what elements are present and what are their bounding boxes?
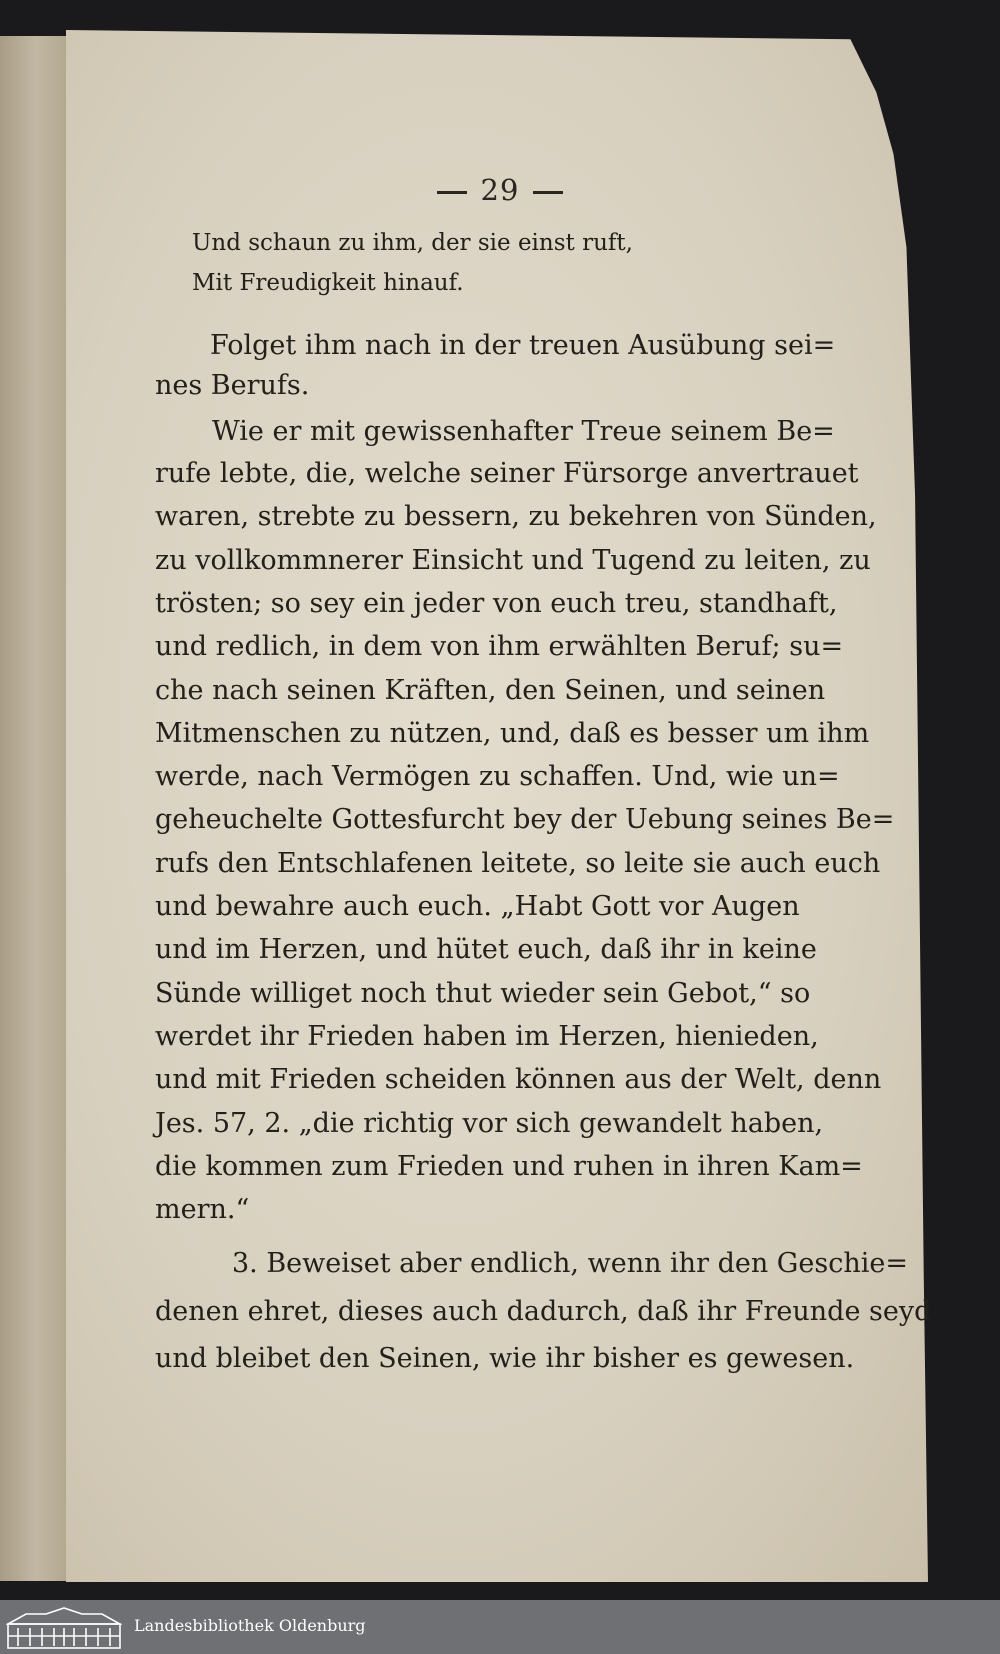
text-line: zu vollkommnerer Einsicht und Tugend zu leiten, zu (155, 545, 871, 576)
text-line: Sünde williget noch thut wieder sein Gebot,“ so (155, 978, 811, 1009)
left-dash (437, 191, 467, 194)
text-line: 3. Beweiset aber endlich, wenn ihr den Geschie= (232, 1248, 908, 1279)
text-line: nes Berufs. (155, 370, 310, 401)
text-line: trösten; so sey ein jeder von euch treu, standhaft, (155, 588, 838, 619)
text-line: und redlich, in dem von ihm erwählten Beruf; su= (155, 631, 844, 662)
text-line: Mit Freudigkeit hinauf. (192, 270, 464, 296)
text-line: die kommen zum Frieden und ruhen in ihren Kam= (155, 1151, 863, 1182)
right-dash (533, 191, 563, 194)
text-line: und im Herzen, und hütet euch, daß ihr in keine (155, 934, 817, 965)
text-line: Jes. 57, 2. „die richtig vor sich gewandelt haben, (155, 1108, 824, 1139)
text-line: und bleibet den Seinen, wie ihr bisher es gewesen. (155, 1343, 855, 1374)
previous-page-edge (0, 36, 68, 1581)
text-line: waren, strebte zu bessern, zu bekehren von Sünden, (155, 501, 877, 532)
text-line: werdet ihr Frieden haben im Herzen, hienieden, (155, 1021, 819, 1052)
text-line: Und schaun zu ihm, der sie einst ruft, (192, 230, 633, 256)
text-line: mern.“ (155, 1194, 250, 1225)
text-line: denen ehret, dieses auch dadurch, daß ihr Freunde seyd (155, 1296, 932, 1327)
library-building-logo-icon (6, 1606, 122, 1650)
text-line: Wie er mit gewissenhafter Treue seinem Be= (212, 416, 835, 447)
text-line: che nach seinen Kräften, den Seinen, und seinen (155, 675, 826, 706)
page-number (0, 173, 1000, 207)
text-line: Mitmenschen zu nützen, und, daß es besser um ihm (155, 718, 870, 749)
library-name: Landesbibliothek Oldenburg (134, 1616, 366, 1635)
library-footer-bar (0, 1600, 1000, 1654)
text-line: und mit Frieden scheiden können aus der Welt, denn (155, 1064, 882, 1095)
text-line: geheuchelte Gottesfurcht bey der Uebung seines Be= (155, 804, 895, 835)
text-line: rufs den Entschlafenen leitete, so leite sie auch euch (155, 848, 881, 879)
text-line: und bewahre auch euch. „Habt Gott vor Augen (155, 891, 800, 922)
text-line: rufe lebte, die, welche seiner Fürsorge anvertrauet (155, 458, 859, 489)
page-number-text: 29 (480, 173, 520, 207)
text-line: Folget ihm nach in der treuen Ausübung sei= (210, 330, 836, 361)
text-line: werde, nach Vermögen zu schaffen. Und, wie un= (155, 761, 840, 792)
